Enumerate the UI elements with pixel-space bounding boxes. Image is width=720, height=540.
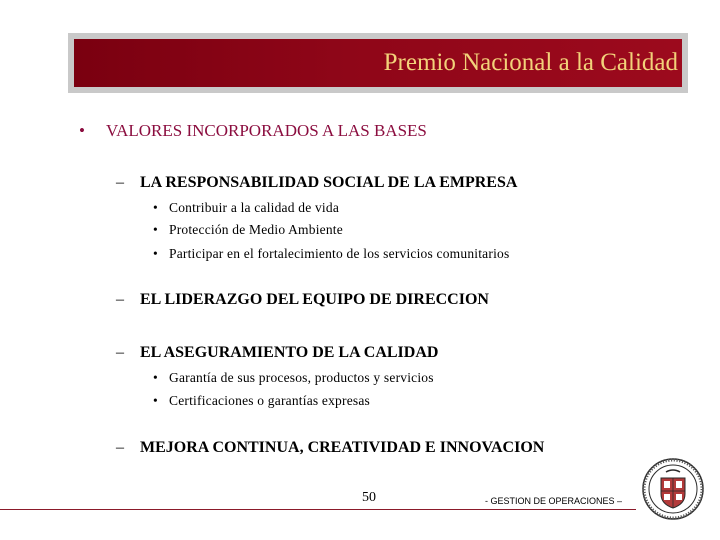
main-heading xyxy=(79,121,427,141)
section-title: EL ASEGURAMIENTO DE LA CALIDAD xyxy=(140,344,439,361)
item-bullet: • xyxy=(153,222,158,237)
footer-divider xyxy=(0,509,636,510)
section-quality-assurance xyxy=(116,344,438,362)
slide-title: Premio Nacional a la Calidad xyxy=(383,49,678,76)
item-text: Participar en el fortalecimiento de los servicios comunitarios xyxy=(169,246,510,261)
section-title: MEJORA CONTINUA, CREATIVIDAD E INNOVACION xyxy=(140,439,545,456)
item-text: Protección de Medio Ambiente xyxy=(169,222,343,237)
university-seal-icon xyxy=(642,458,704,520)
main-heading-text: VALORES INCORPORADOS A LAS BASES xyxy=(106,121,427,140)
item-bullet: • xyxy=(153,200,158,215)
section-continuous-improvement xyxy=(116,439,544,457)
item-text: Certificaciones o garantías expresas xyxy=(169,393,370,408)
section-social-responsibility xyxy=(116,174,517,192)
heading-bullet: • xyxy=(79,121,85,140)
title-banner xyxy=(74,39,682,87)
list-item xyxy=(153,222,343,238)
item-bullet: • xyxy=(153,393,158,408)
list-item xyxy=(153,246,509,262)
list-item xyxy=(153,393,370,409)
section-dash: – xyxy=(116,344,124,361)
title-banner-frame xyxy=(68,33,688,93)
item-text: Garantía de sus procesos, productos y servicios xyxy=(169,370,434,385)
section-dash: – xyxy=(116,174,124,191)
section-dash: – xyxy=(116,291,124,308)
footer-text: - GESTION DE OPERACIONES – xyxy=(485,496,623,506)
list-item xyxy=(153,200,339,216)
section-title: LA RESPONSABILIDAD SOCIAL DE LA EMPRESA xyxy=(140,174,518,191)
section-title: EL LIDERAZGO DEL EQUIPO DE DIRECCION xyxy=(140,291,489,308)
section-leadership xyxy=(116,291,489,309)
item-bullet: • xyxy=(153,246,158,261)
item-text: Contribuir a la calidad de vida xyxy=(169,200,340,215)
section-dash: – xyxy=(116,439,124,456)
list-item xyxy=(153,370,434,386)
page-number: 50 xyxy=(362,490,376,505)
item-bullet: • xyxy=(153,370,158,385)
